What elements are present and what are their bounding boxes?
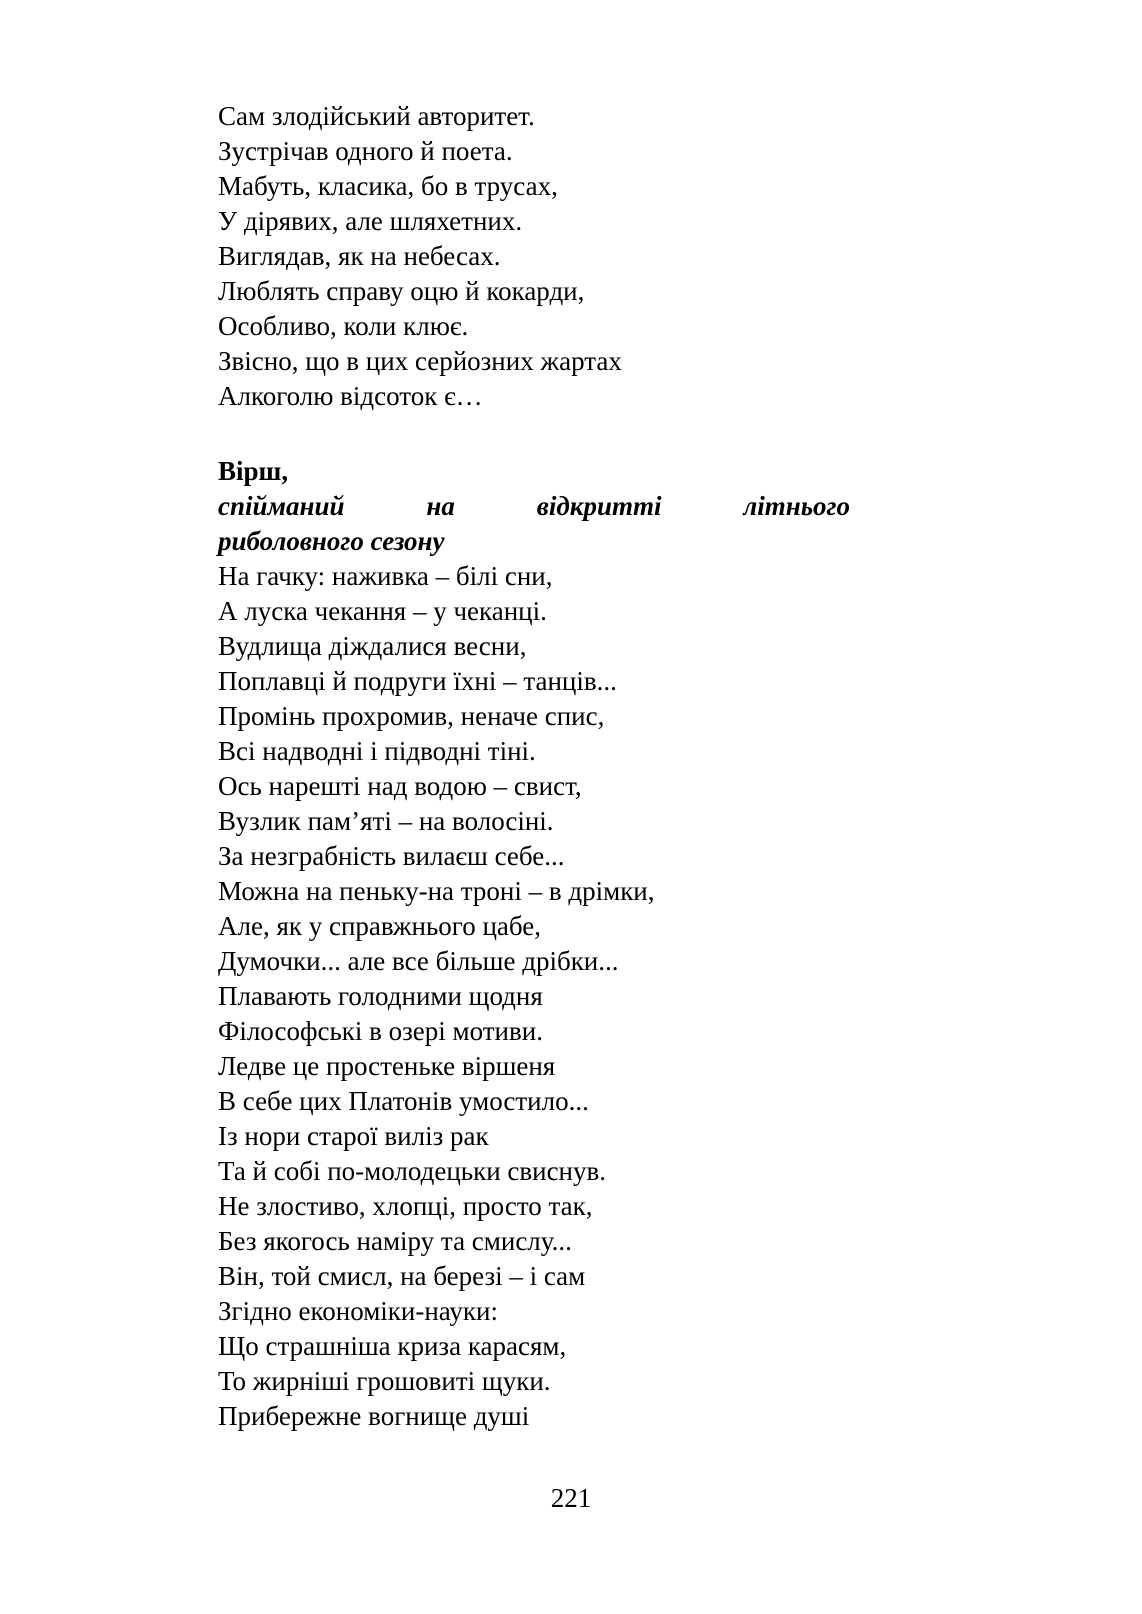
verse-line: Зустрічав одного й поета.: [218, 136, 513, 166]
verse-line: Згідно економіки-науки:: [218, 1296, 498, 1326]
verse-line: Плавають голодними щодня: [218, 981, 543, 1011]
verse-line: Мабуть, класика, бо в трусах,: [218, 171, 558, 201]
verse-line: Прибережне вогнище душі: [218, 1401, 530, 1431]
subtitle-word: на: [426, 491, 455, 521]
verse-line: В себе цих Платонів умостило...: [218, 1086, 589, 1116]
verse-line: Думочки... але все більше дрібки...: [218, 946, 619, 976]
verse-line: У дірявих, але шляхетних.: [218, 206, 523, 236]
verse-line: Філософські в озері мотиви.: [218, 1016, 543, 1046]
verse-line: Сам злодійський авторитет.: [218, 101, 535, 131]
poem-title: Вірш,: [218, 456, 289, 486]
verse-line: Вудлища діждалися весни,: [218, 631, 527, 661]
poem-subtitle-line-2: риболовного сезону: [218, 526, 445, 556]
verse-line: Виглядав, як на небесах.: [218, 241, 501, 271]
verse-line: Всі надводні і підводні тіні.: [218, 736, 536, 766]
verse-line: Поплавці й подруги їхні – танців...: [218, 666, 617, 696]
page-number: 221: [550, 1483, 592, 1513]
verse-line: Але, як у справжнього цабе,: [218, 911, 541, 941]
verse-line: Люблять справу оцю й кокарди,: [218, 276, 585, 306]
verse-line: Звісно, що в цих серйозних жартах: [218, 346, 622, 376]
verse-line: Не злостиво, хлопці, просто так,: [218, 1191, 593, 1221]
verse-line: Ось нарешті над водою – свист,: [218, 771, 582, 801]
verse-line: Алкоголю відсоток є…: [218, 381, 483, 411]
verse-line: Особливо, коли клює.: [218, 311, 469, 341]
top-stanza: [218, 99, 858, 414]
verse-line: Промінь прохромив, неначе спис,: [218, 701, 605, 731]
verse-line: Із нори старої виліз рак: [218, 1121, 489, 1151]
verse-line: Він, той смисл, на березі – і сам: [218, 1261, 586, 1291]
subtitle-word: відкритті: [536, 491, 662, 521]
verse-line: Та й собі по-молодецьки свиснув.: [218, 1156, 607, 1186]
verse-line: Без якогось наміру та смислу...: [218, 1226, 572, 1256]
subtitle-word: спійманий: [218, 491, 345, 521]
poem-subtitle-line-1: [218, 489, 850, 524]
verse-line: Можна на пеньку-на троні – в дрімки,: [218, 876, 655, 906]
verse-line: За незграбність вилаєш себе...: [218, 841, 565, 871]
subtitle-word: літнього: [743, 491, 850, 521]
verse-line: Вузлик пам’яті – на волосіні.: [218, 806, 554, 836]
verse-line: На гачку: наживка – білі сни,: [218, 561, 553, 591]
poem-heading: [218, 454, 850, 559]
poem-body: [218, 559, 858, 1434]
verse-line: Що страшніша криза карасям,: [218, 1331, 567, 1361]
verse-line: То жирніші грошовиті щуки.: [218, 1366, 551, 1396]
verse-line: А луска чекання – у чеканці.: [218, 596, 547, 626]
verse-line: Ледве це простеньке віршеня: [218, 1051, 556, 1081]
